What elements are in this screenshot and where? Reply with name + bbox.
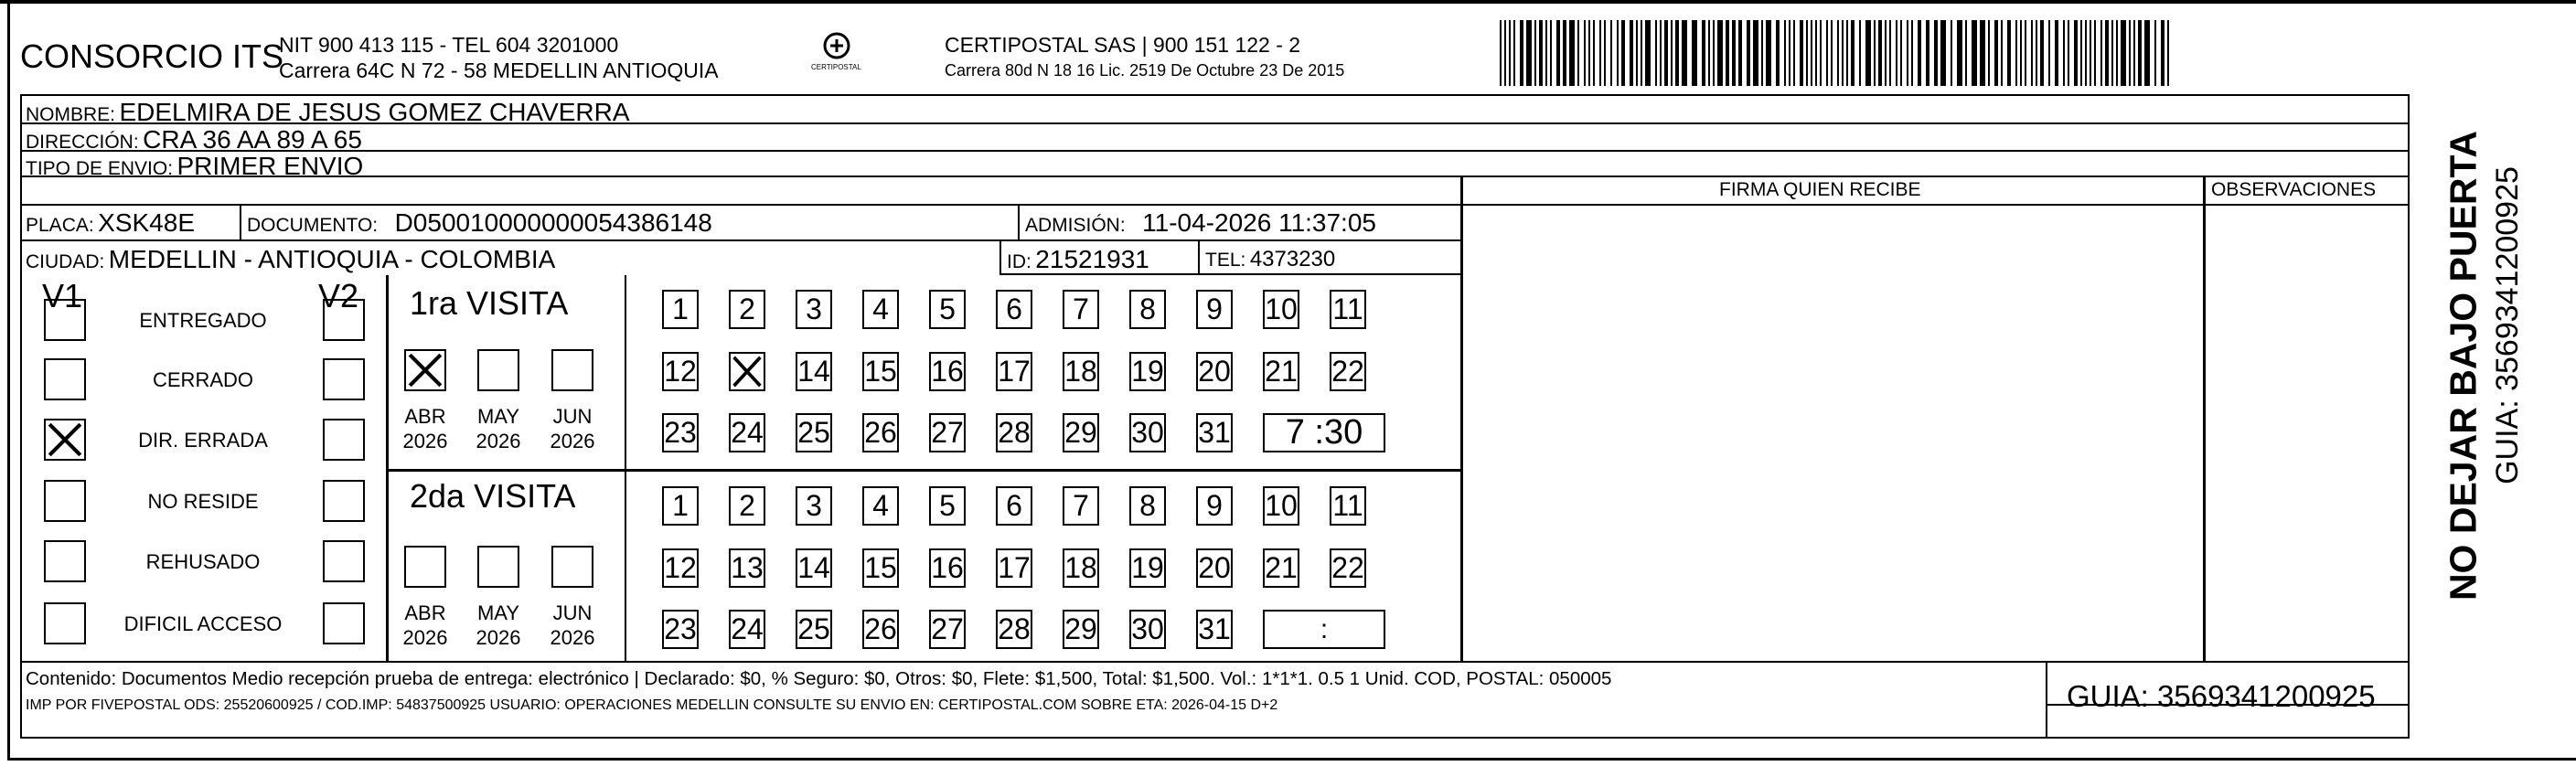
visit2-day-29[interactable]: 29 (1063, 610, 1099, 649)
visit1-year-label: 2026 (402, 430, 448, 452)
visit2-day-12[interactable]: 12 (662, 548, 699, 588)
imp-line: IMP POR FIVEPOSTAL ODS: 25520600925 / COD.IMP: 54837500925 USUARIO: OPERACIONES MEDELLIN CONSULTE SU ENVIO EN: CERTIPOSTAL.COM SOBRE ETA: 2026-04-15 D+2 (26, 697, 1278, 713)
visit2-title: 2da VISITA (410, 477, 576, 515)
visit2-day-15[interactable]: 15 (862, 548, 899, 588)
v1-checkbox-5[interactable] (44, 540, 86, 582)
tipo-label: TIPO DE ENVIO: (26, 158, 174, 179)
status-label: NO RESIDE (147, 490, 259, 513)
visit2-day-19[interactable]: 19 (1129, 548, 1166, 588)
rule-placa (20, 204, 2410, 206)
visit1-day-30[interactable]: 30 (1129, 413, 1166, 452)
status-label: DIFICIL ACCESO (123, 612, 283, 635)
visit2-day-21[interactable]: 21 (1263, 548, 1299, 588)
v1-checkbox-6[interactable] (44, 602, 86, 644)
visit1-month-label: ABR (404, 405, 446, 428)
visit2-day-31[interactable]: 31 (1196, 610, 1233, 649)
visit2-day-20[interactable]: 20 (1196, 548, 1233, 588)
v2-header: V2 (318, 277, 359, 314)
observaciones-header: OBSERVACIONES (2211, 179, 2377, 200)
v2-checkbox-2[interactable] (323, 358, 365, 400)
status-label: REHUSADO (145, 550, 261, 573)
rule-footer (20, 661, 2410, 663)
visit1-day-7[interactable]: 7 (1063, 290, 1099, 329)
visit2-day-26[interactable]: 26 (862, 610, 899, 649)
v1-checkbox-2[interactable] (44, 358, 86, 400)
status-label: CERRADO (152, 368, 254, 391)
direccion-field (26, 127, 362, 153)
visit1-day-3[interactable]: 3 (796, 290, 832, 329)
visit2-day-30[interactable]: 30 (1129, 610, 1166, 649)
visit1-month-box-jun[interactable] (551, 349, 593, 391)
visit2-year-label: 2026 (476, 626, 521, 649)
visit2-day-16[interactable]: 16 (929, 548, 966, 588)
visit1-day-12[interactable]: 12 (662, 352, 699, 391)
visit1-time-box[interactable]: 7 :30 (1263, 413, 1385, 452)
documento-field (247, 210, 712, 236)
certipostal-logo (805, 31, 869, 75)
visit1-day-14[interactable]: 14 (796, 352, 832, 391)
v1-checkbox-4[interactable] (44, 480, 86, 522)
col-observ (2203, 176, 2206, 661)
outer-bottom-rule (7, 758, 2576, 761)
visit1-day-9[interactable]: 9 (1196, 290, 1233, 329)
status-label: DIR. ERRADA (138, 429, 268, 452)
barcode (1500, 20, 2176, 86)
guia-footer: GUIA: 3569341200925 (2067, 679, 2376, 713)
visit1-year-label: 2026 (550, 430, 595, 452)
admision-label: ADMISIÓN: (1025, 215, 1126, 236)
status-label: ENTREGADO (139, 309, 267, 332)
rule-ciudad (20, 239, 1460, 241)
documento-label: DOCUMENTO: (247, 215, 379, 236)
col-months (625, 275, 626, 661)
v2-checkbox-1[interactable] (323, 299, 365, 341)
rule-visita (386, 469, 1460, 472)
visit2-day-4[interactable]: 4 (862, 486, 899, 526)
visit1-day-29[interactable]: 29 (1063, 413, 1099, 452)
visit1-day-15[interactable]: 15 (862, 352, 899, 391)
visit2-day-5[interactable]: 5 (929, 486, 966, 526)
visit2-day-9[interactable]: 9 (1196, 486, 1233, 526)
visit1-year-label: 2026 (476, 430, 521, 452)
certipostal-line: CERTIPOSTAL SAS | 900 151 122 - 2 (945, 33, 1301, 57)
no-dejar-bajo-puerta: NO DEJAR BAJO PUERTA (2442, 130, 2485, 601)
col-admision (1018, 204, 1020, 239)
visit1-day-6[interactable]: 6 (996, 290, 1032, 329)
rule-tel-bottom (999, 273, 1460, 275)
visit2-month-box-jun[interactable] (551, 546, 593, 588)
address-line: Carrera 64C N 72 - 58 MEDELLIN ANTIOQUIA (279, 59, 719, 82)
visit2-day-23[interactable]: 23 (662, 610, 699, 649)
visit2-day-24[interactable]: 24 (729, 610, 765, 649)
placa-field (26, 210, 195, 236)
visit2-day-6[interactable]: 6 (996, 486, 1032, 526)
visit1-day-16[interactable]: 16 (929, 352, 966, 391)
direccion-label: DIRECCIÓN: (26, 132, 139, 153)
col-guia (2046, 661, 2047, 739)
visit2-day-17[interactable]: 17 (996, 548, 1032, 588)
id-label: ID: (1007, 251, 1031, 272)
tipo-value: PRIMER ENVIO (176, 152, 364, 180)
tel-value: 4373230 (1249, 247, 1336, 271)
visit1-day-23[interactable]: 23 (662, 413, 699, 452)
nombre-value: EDELMIRA DE JESUS GOMEZ CHAVERRA (119, 98, 630, 126)
contenido-line: Contenido: Documentos Medio recepción prueba de entrega: electrónico | Declarado: $0, % Seguro: $0, Otros: $0, Flete: $1,500, Total: $1,500. Vol.: 1*1*1. 0.5 1 Unid. COD, POSTAL: 050005 (26, 668, 1612, 689)
visit1-day-10[interactable]: 10 (1263, 290, 1299, 329)
ciudad-field (26, 247, 555, 272)
visit2-year-label: 2026 (402, 626, 448, 649)
visit2-day-18[interactable]: 18 (1063, 548, 1099, 588)
visit2-day-7[interactable]: 7 (1063, 486, 1099, 526)
visit1-day-13[interactable] (729, 352, 765, 391)
admision-value: 11-04-2026 11:37:05 (1142, 208, 1376, 237)
ciudad-label: CIUDAD: (26, 251, 105, 272)
col-firma (1460, 176, 1463, 661)
visit2-year-label: 2026 (550, 626, 595, 649)
logo-text: CERTIPOSTAL (811, 63, 861, 71)
firma-header: FIRMA QUIEN RECIBE (1719, 179, 1921, 200)
tel-field (1205, 249, 1335, 271)
visit2-day-10[interactable]: 10 (1263, 486, 1299, 526)
visit2-day-3[interactable]: 3 (796, 486, 832, 526)
ciudad-value: MEDELLIN - ANTIOQUIA - COLOMBIA (108, 245, 556, 273)
id-field (1007, 247, 1149, 272)
visit2-time-box[interactable]: : (1263, 610, 1385, 649)
top-rule (0, 0, 2576, 4)
visit2-day-11[interactable]: 11 (1330, 486, 1366, 526)
visit1-day-18[interactable]: 18 (1063, 352, 1099, 391)
visit1-day-21[interactable]: 21 (1263, 352, 1299, 391)
visit2-month-label: MAY (476, 601, 520, 624)
v2-checkbox-3[interactable] (323, 419, 365, 461)
placa-value: XSK48E (98, 208, 196, 237)
rule-tipo (20, 176, 2410, 177)
visit1-day-1[interactable]: 1 (662, 290, 699, 329)
visit1-month-box-abr[interactable] (404, 349, 446, 391)
company-name: CONSORCIO ITS (20, 37, 284, 75)
visit1-day-31[interactable]: 31 (1196, 413, 1233, 452)
rule-direccion (20, 150, 2410, 152)
visit1-day-27[interactable]: 27 (929, 413, 966, 452)
nit-line: NIT 900 413 115 - TEL 604 3201000 (279, 33, 619, 57)
visit1-day-22[interactable]: 22 (1330, 352, 1366, 391)
visit1-day-19[interactable]: 19 (1129, 352, 1166, 391)
v1-checkbox-3[interactable] (44, 419, 86, 461)
visit2-day-22[interactable]: 22 (1330, 548, 1366, 588)
v2-checkbox-5[interactable] (323, 540, 365, 582)
v2-checkbox-4[interactable] (323, 480, 365, 522)
visit1-day-24[interactable]: 24 (729, 413, 765, 452)
visit1-day-17[interactable]: 17 (996, 352, 1032, 391)
col-placa (240, 204, 241, 239)
v1-header: V1 (42, 277, 83, 314)
visit1-day-26[interactable]: 26 (862, 413, 899, 452)
visit1-day-28[interactable]: 28 (996, 413, 1032, 452)
visit2-day-28[interactable]: 28 (996, 610, 1032, 649)
col-status (386, 275, 389, 661)
outer-left-rule (7, 0, 10, 761)
visit1-title: 1ra VISITA (410, 284, 569, 322)
visit2-month-label: ABR (404, 601, 446, 624)
guia-side: GUIA: 3569341200925 (2490, 166, 2525, 484)
visit1-day-11[interactable]: 11 (1330, 290, 1366, 329)
visit2-day-25[interactable]: 25 (796, 610, 832, 649)
visit1-day-4[interactable]: 4 (862, 290, 899, 329)
visit2-day-2[interactable]: 2 (729, 486, 765, 526)
visit1-day-8[interactable]: 8 (1129, 290, 1166, 329)
visit2-day-27[interactable]: 27 (929, 610, 966, 649)
nombre-label: NOMBRE: (26, 104, 116, 125)
id-value: 21521931 (1035, 245, 1149, 273)
visit2-day-13[interactable]: 13 (729, 548, 765, 588)
col-tel (1198, 239, 1200, 275)
admision-field (1025, 210, 1376, 236)
visit2-month-label: JUN (552, 601, 593, 624)
visit2-day-1[interactable]: 1 (662, 486, 699, 526)
visit1-day-25[interactable]: 25 (796, 413, 832, 452)
placa-label: PLACA: (26, 215, 94, 236)
visit1-month-label: JUN (552, 405, 593, 428)
tel-label: TEL: (1205, 250, 1246, 271)
tipo-field (26, 154, 363, 179)
visit1-day-20[interactable]: 20 (1196, 352, 1233, 391)
visit1-day-2[interactable]: 2 (729, 290, 765, 329)
visit2-month-box-may[interactable] (477, 546, 519, 588)
visit1-month-label: MAY (476, 405, 520, 428)
nombre-field (26, 100, 630, 125)
documento-value: D050010000000054386148 (394, 208, 712, 237)
col-id (999, 239, 1001, 275)
visit1-day-5[interactable]: 5 (929, 290, 966, 329)
visit2-month-box-abr[interactable] (404, 546, 446, 588)
v1-checkbox-1[interactable] (44, 299, 86, 341)
certipostal-address: Carrera 80d N 18 16 Lic. 2519 De Octubre 23 De 2015 (945, 61, 1345, 80)
visit2-day-14[interactable]: 14 (796, 548, 832, 588)
v2-checkbox-6[interactable] (323, 602, 365, 644)
visit2-day-8[interactable]: 8 (1129, 486, 1166, 526)
direccion-value: CRA 36 AA 89 A 65 (143, 125, 362, 154)
visit1-month-box-may[interactable] (477, 349, 519, 391)
